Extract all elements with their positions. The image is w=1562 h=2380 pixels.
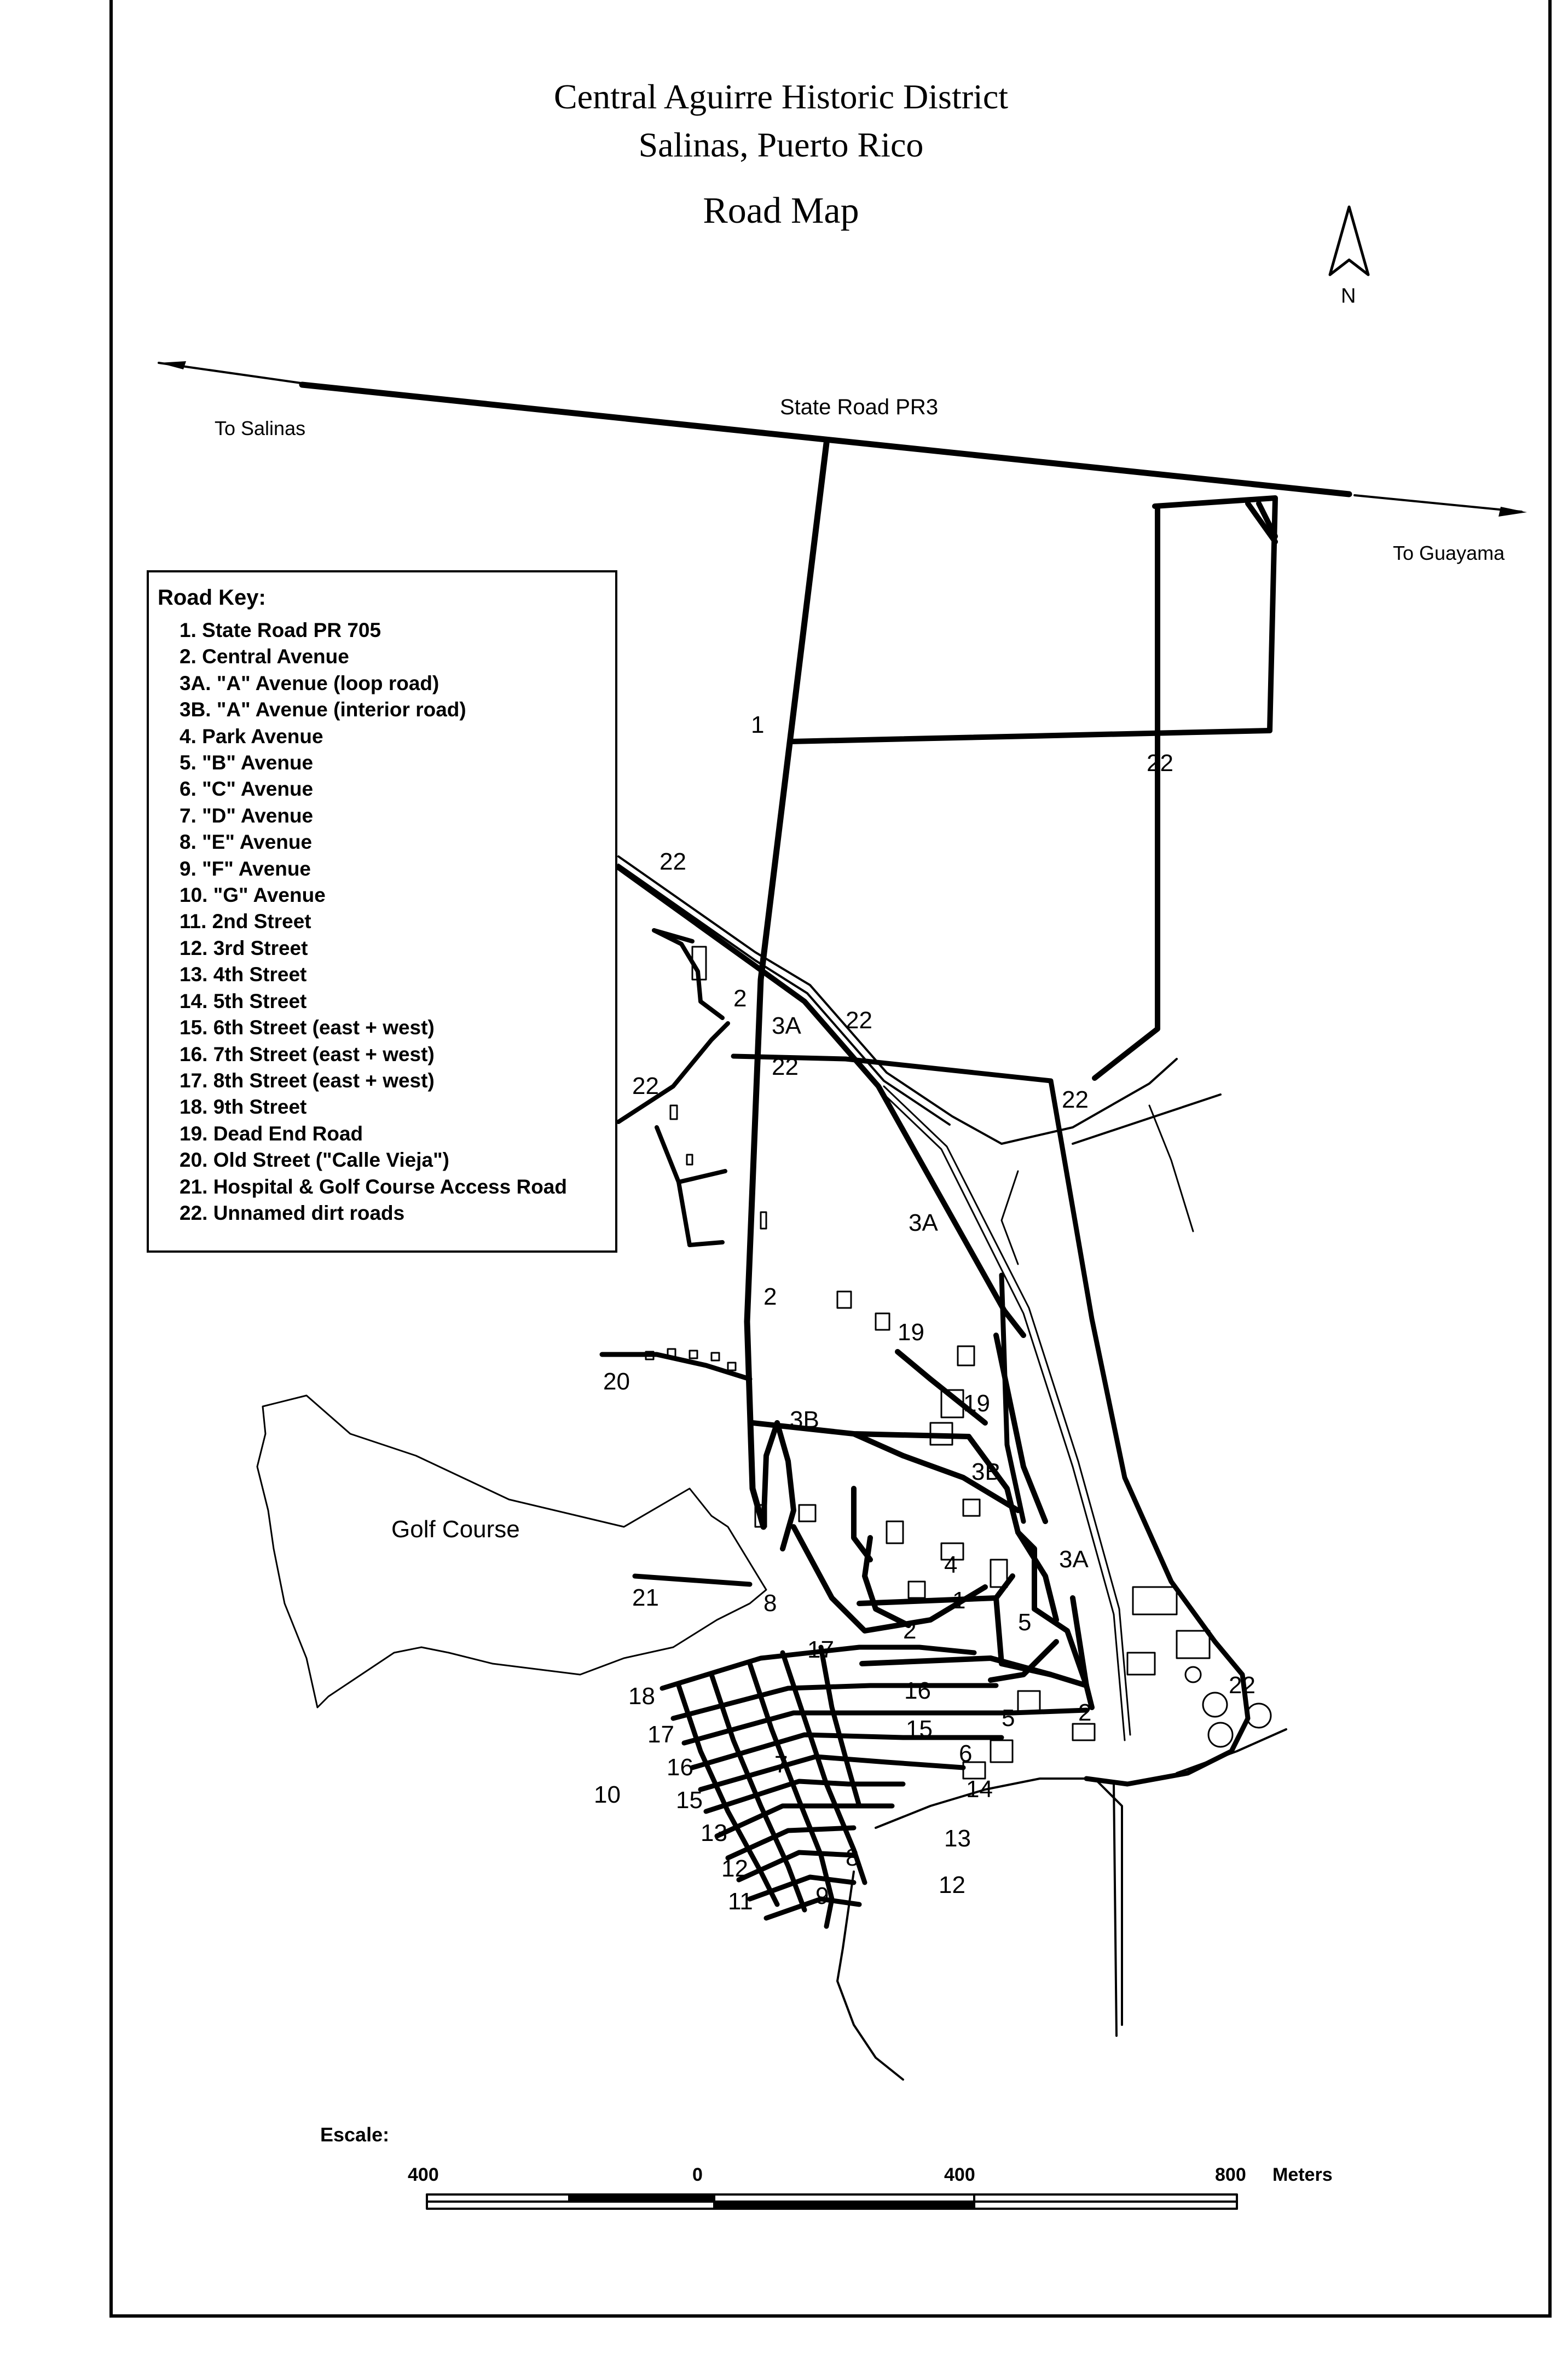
road-label: 2: [733, 985, 747, 1012]
legend-item: 7. "D" Avenue: [180, 804, 314, 827]
road-label: 19: [963, 1390, 990, 1417]
rail-east: [878, 1086, 1193, 1740]
road-label: 5: [1018, 1609, 1032, 1636]
road-label: 3B: [790, 1406, 819, 1433]
legend-item: 14. 5th Street: [180, 989, 307, 1012]
scale-title: Escale:: [320, 2123, 390, 2146]
road-label: 22: [632, 1073, 659, 1099]
road-label: 10: [594, 1781, 621, 1808]
scale-bar: [427, 2194, 1237, 2209]
legend-list: [158, 617, 604, 1226]
road-label: 19: [898, 1319, 924, 1346]
road-label: 22: [846, 1007, 872, 1034]
road-label: 2: [1078, 1699, 1092, 1726]
road-label: 21: [632, 1584, 659, 1611]
to-salinas-label: To Salinas: [215, 417, 306, 439]
legend-item: 8. "E" Avenue: [180, 831, 313, 854]
road-1: [747, 443, 826, 1527]
legend-item: 21. Hospital & Golf Course Access Road: [180, 1175, 567, 1198]
legend-item: 1. State Road PR 705: [180, 619, 381, 641]
scale-tick-label: 0: [692, 2164, 703, 2185]
road-label: 12: [721, 1855, 748, 1882]
road-label: 2: [763, 1283, 777, 1310]
golf-course-label: Golf Course: [391, 1516, 520, 1543]
road-label: 12: [939, 1872, 965, 1898]
road-label: 3A: [909, 1209, 938, 1236]
legend-item: 19. Dead End Road: [180, 1122, 363, 1145]
road-label: 22: [1229, 1672, 1256, 1699]
road-label: 9: [815, 1883, 829, 1909]
road-label: 8: [846, 1844, 859, 1871]
golf-course-outline: [257, 1395, 766, 1707]
legend-item: 18. 9th Street: [180, 1096, 307, 1119]
road-label: 3A: [1059, 1546, 1089, 1573]
legend-item: 16. 7th Street (east + west): [180, 1043, 435, 1066]
road-label: 1: [751, 711, 765, 738]
legend-item: 9. "F" Avenue: [180, 857, 311, 880]
map-title: Central Aguirre Historic District: [553, 77, 1009, 116]
road-label: 3B: [971, 1458, 1001, 1485]
legend-item: 6. "C" Avenue: [180, 778, 314, 801]
road-label: 20: [603, 1368, 630, 1395]
road-label: 6: [959, 1740, 973, 1767]
map-heading: Road Map: [703, 189, 859, 231]
scale-tick-label: 400: [944, 2164, 975, 2185]
road-label: 4: [944, 1551, 958, 1578]
road-label: 22: [1062, 1086, 1089, 1113]
legend-item: 13. 4th Street: [180, 963, 307, 986]
legend-item: 3B. "A" Avenue (interior road): [180, 698, 466, 721]
road-label: 17: [807, 1636, 834, 1663]
road-label: 8: [763, 1590, 777, 1617]
road-key-legend: [147, 570, 617, 1253]
southern-road: [837, 1095, 1286, 2080]
legend-item: 15. 6th Street (east + west): [180, 1016, 435, 1039]
road-label: 14: [966, 1776, 993, 1803]
road-label: 17: [647, 1721, 674, 1748]
road-label: 3A: [772, 1012, 801, 1039]
road-label: 7: [774, 1751, 788, 1778]
scale-tick-label: 400: [408, 2164, 439, 2185]
road-label: 13: [944, 1825, 971, 1852]
legend-item: 10. "G" Avenue: [180, 884, 326, 907]
road-label: 11: [728, 1888, 753, 1915]
to-guayama-label: To Guayama: [1393, 542, 1505, 564]
scale-unit: Meters: [1272, 2164, 1333, 2185]
road-label: 15: [906, 1716, 933, 1742]
legend-item: 11. 2nd Street: [180, 910, 311, 933]
map-subtitle: Salinas, Puerto Rico: [638, 125, 924, 164]
town-streets: [662, 1647, 1086, 1926]
legend-item: 5. "B" Avenue: [180, 751, 314, 774]
legend-item: 2. Central Avenue: [180, 645, 349, 668]
road-label: 16: [904, 1677, 931, 1704]
road-label: 1: [952, 1587, 966, 1614]
road-22-north: [791, 498, 1275, 1078]
legend-item: 4. Park Avenue: [180, 725, 323, 748]
legend-item: 20. Old Street ("Calle Vieja"): [180, 1149, 449, 1172]
road-label: 15: [676, 1787, 703, 1814]
scale-tick-label: 800: [1215, 2164, 1246, 2185]
road-label: 18: [628, 1683, 655, 1710]
legend-item: 17. 8th Street (east + west): [180, 1069, 435, 1092]
road-label: 22: [772, 1053, 799, 1080]
road-label: 2: [903, 1617, 917, 1644]
road-label: 22: [659, 848, 686, 875]
north-arrow-icon: [1330, 207, 1368, 275]
road-label: 5: [1002, 1705, 1015, 1732]
road-label: 16: [667, 1754, 693, 1781]
road-21: [635, 1576, 750, 1584]
state-road-label: State Road PR3: [780, 395, 939, 419]
legend-item: 12. 3rd Street: [180, 936, 308, 959]
legend-item: 22. Unnamed dirt roads: [180, 1201, 405, 1224]
north-label: N: [1341, 285, 1356, 308]
legend-item: 3A. "A" Avenue (loop road): [180, 671, 439, 694]
road-label: 22: [1147, 750, 1173, 777]
road-label: 13: [701, 1820, 727, 1846]
state-road-pr3: [159, 361, 1527, 517]
legend-title: Road Key:: [158, 586, 266, 610]
